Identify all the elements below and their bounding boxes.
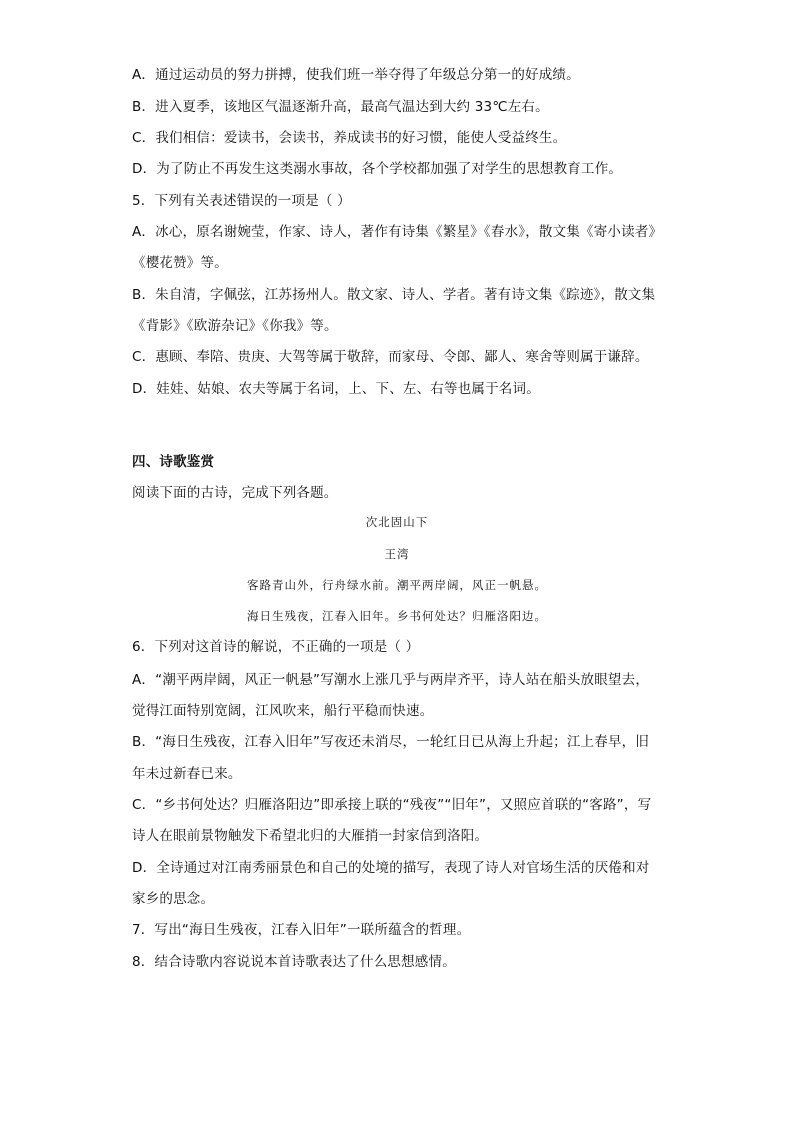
q5-option-d: D．娃娃、姑娘、农夫等属于名词，上、下、左、右等也属于名词。 — [132, 381, 540, 397]
q6-option-a-line1: A．“潮平两岸阔，风正一帆悬”写潮水上涨几乎与两岸齐平，诗人站在船头放眼望去， — [132, 672, 650, 688]
q6-option-c-line2: 诗人在眼前景物触发下希望北归的大雁捎一封家信到洛阳。 — [132, 828, 489, 844]
q6-option-d-line1: D．全诗通过对江南秀丽景色和自己的处境的描写，表现了诗人对官场生活的厌倦和对 — [132, 860, 650, 876]
poem-line-2: 海日生残夜，江春入旧年。乡书何处达？归雁洛阳边。 — [247, 609, 547, 623]
poem-author: 王湾 — [384, 547, 410, 561]
q5-option-a-line2: 《樱花赞》等。 — [132, 255, 228, 271]
section4-instruction: 阅读下面的古诗，完成下列各题。 — [132, 485, 338, 501]
q4-option-a: A．通过运动员的努力拼搏，使我们班一举夺得了年级总分第一的好成绩。 — [132, 67, 580, 83]
q7-stem: 7．写出“海日生残夜，江春入旧年”一联所蕴含的哲理。 — [132, 922, 471, 938]
q5-option-c: C．惠顾、奉陪、贵庚、大驾等属于敬辞，而家母、令郎、鄙人、寒舍等则属于谦辞。 — [132, 349, 649, 365]
q8-stem: 8．结合诗歌内容说说本首诗歌表达了什么思想感情。 — [132, 954, 456, 970]
poem-title: 次北固山下 — [365, 515, 429, 529]
q5-option-b-line1: B．朱自清，字佩弦，江苏扬州人。散文家、诗人、学者。著有诗文集《踪迹》，散文集 — [132, 287, 656, 303]
q4-option-d: D．为了防止不再发生这类溺水事故，各个学校都加强了对学生的思想教育工作。 — [132, 161, 623, 177]
q6-option-c-line1: C．“乡书何处达？归雁洛阳边”即承接上联的“残夜”“旧年”，又照应首联的“客路”，写 — [132, 797, 652, 813]
section4-heading: 四、诗歌鉴赏 — [132, 454, 215, 470]
q5-option-b-line2: 《背影》《欧游杂记》《你我》等。 — [132, 318, 338, 334]
q6-stem: 6．下列对这首诗的解说，不正确的一项是（ ） — [132, 639, 420, 655]
q4-option-b: B．进入夏季，该地区气温逐渐升高，最高气温达到大约 33℃左右。 — [132, 99, 549, 115]
q6-option-a-line2: 觉得江面特别宽阔，江风吹来，船行平稳而快速。 — [132, 703, 434, 719]
q4-option-c: C．我们相信：爱读书，会读书，养成读书的好习惯，能使人受益终生。 — [132, 130, 567, 146]
poem-line-1: 客路青山外，行舟绿水前。潮平两岸阔，风正一帆悬。 — [247, 578, 547, 592]
q6-option-b-line2: 年未过新春已来。 — [132, 766, 242, 782]
q5-option-a-line1: A．冰心，原名谢婉莹，作家、诗人，著作有诗集《繁星》《春水》，散文集《寄小读者》 — [132, 224, 663, 240]
q5-stem: 5．下列有关表述错误的一项是（ ） — [132, 193, 351, 209]
q6-option-b-line1: B．“海日生残夜，江春入旧年”写夜还未消尽，一轮红日已从海上升起；江上春早，旧 — [132, 734, 650, 750]
q6-option-d-line2: 家乡的思念。 — [132, 891, 215, 907]
